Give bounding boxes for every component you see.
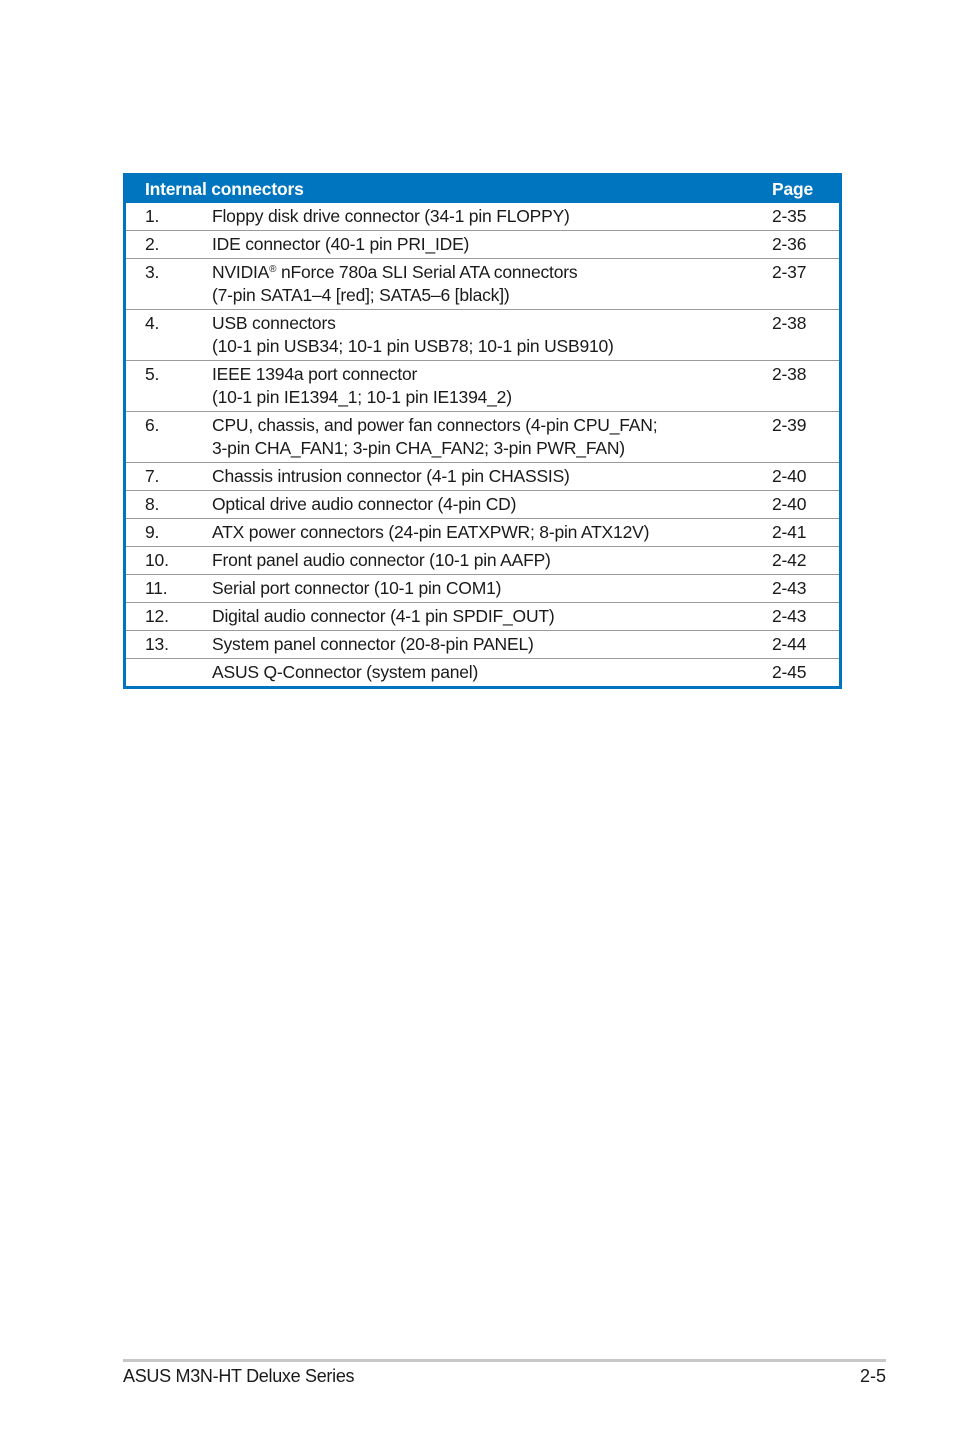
row-number: 8. <box>145 494 160 514</box>
description-line: Front panel audio connector (10-1 pin AAFP) <box>212 550 551 570</box>
description-line: IEEE 1394a port connector <box>212 364 418 384</box>
footer-product-name: ASUS M3N-HT Deluxe Series <box>123 1366 355 1386</box>
row-number: 5. <box>145 364 160 384</box>
description-line: System panel connector (20-8-pin PANEL) <box>212 634 534 654</box>
footer-page-number: 2-5 <box>859 1366 886 1386</box>
row-description <box>212 603 772 630</box>
row-number: 2. <box>145 234 160 254</box>
table-header <box>126 176 839 203</box>
row-page: 2-40 <box>772 466 807 486</box>
row-number: 9. <box>145 522 160 542</box>
row-number: 6. <box>145 415 160 435</box>
row-description <box>212 491 772 518</box>
row-number: 13. <box>145 634 169 654</box>
footer-divider <box>123 1359 886 1362</box>
table-row <box>126 309 839 360</box>
row-number: 3. <box>145 262 160 282</box>
description-line: Chassis intrusion connector (4-1 pin CHASSIS) <box>212 466 570 486</box>
brand-name: NVIDIA <box>212 262 270 282</box>
header-page: Page <box>772 179 814 199</box>
table-row <box>126 546 839 574</box>
description-line: CPU, chassis, and power fan connectors (4-pin CPU_FAN; <box>212 415 658 435</box>
row-page: 2-38 <box>772 313 807 333</box>
description-line: (7-pin SATA1–4 [red]; SATA5–6 [black]) <box>212 285 510 305</box>
table-row <box>126 658 839 686</box>
table-row <box>126 411 839 462</box>
row-page: 2-41 <box>772 522 807 542</box>
table-row <box>126 203 839 230</box>
description-line: IDE connector (40-1 pin PRI_IDE) <box>212 234 470 254</box>
row-description <box>212 519 772 546</box>
row-description <box>212 631 772 658</box>
description-line: Digital audio connector (4-1 pin SPDIF_OUT) <box>212 606 555 626</box>
row-page: 2-37 <box>772 262 807 282</box>
row-description <box>212 463 772 490</box>
row-page: 2-43 <box>772 606 807 626</box>
row-number: 12. <box>145 606 169 626</box>
description-line: (10-1 pin IE1394_1; 10-1 pin IE1394_2) <box>212 387 512 407</box>
row-description <box>212 412 772 462</box>
row-description <box>212 259 772 309</box>
table-row <box>126 602 839 630</box>
row-page: 2-36 <box>772 234 807 254</box>
table-row <box>126 630 839 658</box>
row-description <box>212 361 772 411</box>
row-description <box>212 203 772 230</box>
description-line: 3-pin CHA_FAN1; 3-pin CHA_FAN2; 3-pin PWR_FAN) <box>212 438 625 458</box>
description-line: USB connectors <box>212 313 336 333</box>
row-page: 2-35 <box>772 206 807 226</box>
row-page: 2-40 <box>772 494 807 514</box>
description-line: Floppy disk drive connector (34-1 pin FLOPPY) <box>212 206 570 226</box>
row-number: 4. <box>145 313 160 333</box>
table-row <box>126 462 839 490</box>
description-line <box>212 261 772 284</box>
table-row <box>126 574 839 602</box>
table-row <box>126 230 839 258</box>
row-page: 2-43 <box>772 578 807 598</box>
description-line: ATX power connectors (24-pin EATXPWR; 8-pin ATX12V) <box>212 522 650 542</box>
row-number <box>126 659 212 686</box>
registered-mark: ® <box>269 264 277 275</box>
row-number: 11. <box>145 578 168 598</box>
row-page: 2-42 <box>772 550 807 570</box>
table-row <box>126 258 839 309</box>
row-page: 2-39 <box>772 415 807 435</box>
table-row <box>126 518 839 546</box>
row-description <box>212 310 772 360</box>
description-text: nForce 780a SLI Serial ATA connectors <box>276 262 578 282</box>
row-page: 2-44 <box>772 634 807 654</box>
row-number: 10. <box>145 550 169 570</box>
description-line: (10-1 pin USB34; 10-1 pin USB78; 10-1 pin USB910) <box>212 336 614 356</box>
internal-connectors-table <box>123 173 842 689</box>
table-row <box>126 490 839 518</box>
description-line: Serial port connector (10-1 pin COM1) <box>212 578 502 598</box>
table-body <box>126 203 839 686</box>
row-description <box>212 547 772 574</box>
row-page: 2-38 <box>772 364 807 384</box>
row-description <box>212 231 772 258</box>
row-page: 2-45 <box>772 662 807 682</box>
description-line: ASUS Q-Connector (system panel) <box>212 662 479 682</box>
row-description <box>212 659 772 686</box>
row-number: 1. <box>145 206 160 226</box>
row-description <box>212 575 772 602</box>
table-row <box>126 360 839 411</box>
description-line: Optical drive audio connector (4-pin CD) <box>212 494 517 514</box>
header-title: Internal connectors <box>145 179 304 199</box>
row-number: 7. <box>145 466 160 486</box>
